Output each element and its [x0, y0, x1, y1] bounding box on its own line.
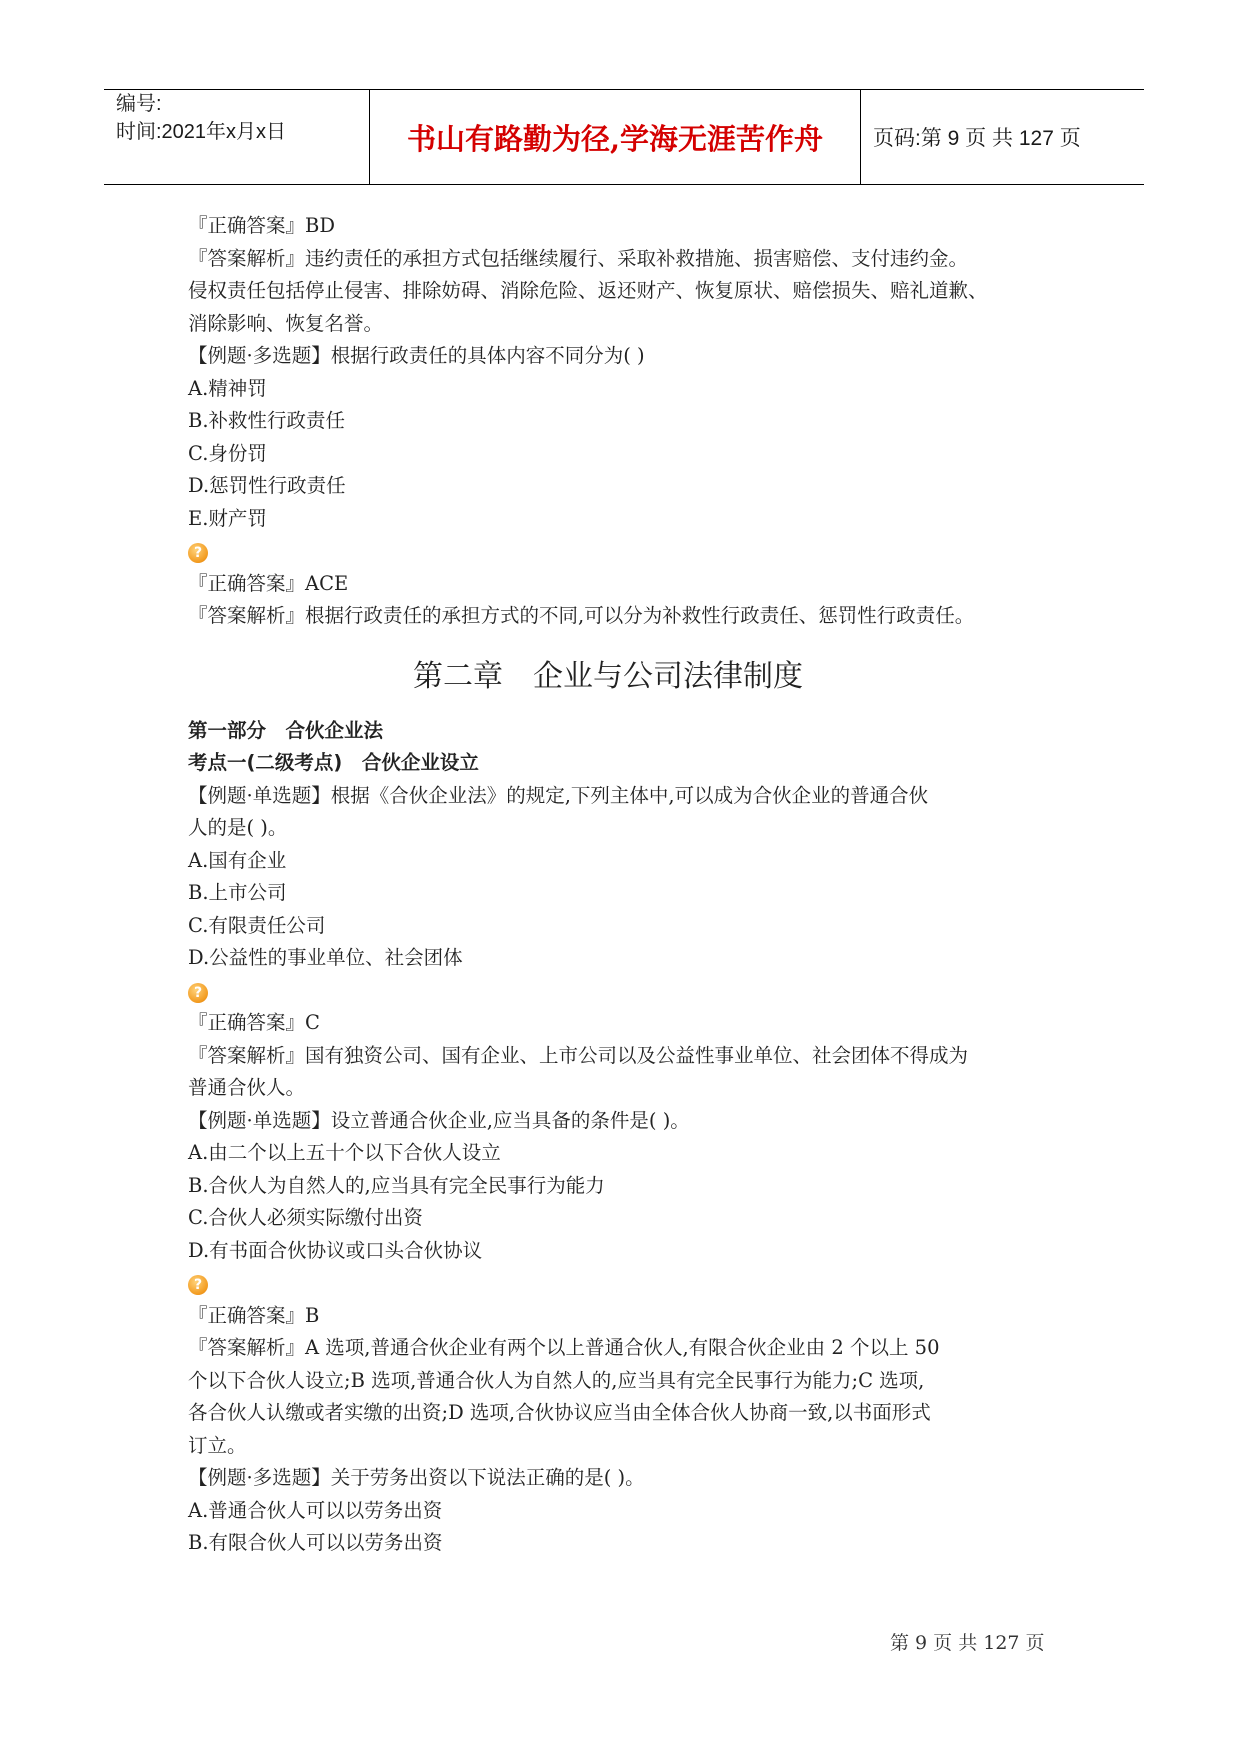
option-b: B.有限合伙人可以以劳务出资	[188, 1531, 443, 1554]
analysis-line: 『答案解析』国有独资公司、国有企业、上市公司以及公益性事业单位、社会团体不得成为	[188, 1043, 969, 1067]
answer-line: 『正确答案』B	[188, 1303, 320, 1327]
question-stem: 【例题·单选题】根据《合伙企业法》的规定,下列主体中,可以成为合伙企业的普通合伙	[188, 783, 929, 807]
option-e: E.财产罚	[188, 506, 267, 530]
option-a: A.由二个以上五十个以下合伙人设立	[188, 1141, 501, 1164]
question-stem: 【例题·多选题】关于劳务出资以下说法正确的是( )。	[188, 1466, 645, 1489]
header-page-number: 页码:第 9 页 共 127 页	[873, 127, 1081, 150]
option-b: B.合伙人为自然人的,应当具有完全民事行为能力	[188, 1173, 605, 1197]
question-stem: 【例题·单选题】设立普通合伙企业,应当具备的条件是( )。	[188, 1108, 690, 1132]
option-b: B.上市公司	[188, 881, 287, 904]
option-d: D.惩罚性行政责任	[188, 474, 346, 497]
option-b: B.补救性行政责任	[188, 409, 346, 432]
document-time-label: 时间:2021年x月x日	[116, 121, 287, 143]
answer-line: 『正确答案』ACE	[188, 571, 349, 595]
page-header	[104, 89, 1144, 185]
analysis-line: 消除影响、恢复名誉。	[188, 311, 384, 335]
option-d: D.公益性的事业单位、社会团体	[188, 946, 463, 969]
option-a: A.国有企业	[188, 848, 287, 872]
page-footer: 第 9 页 共 127 页	[890, 1632, 1045, 1654]
option-a: A.普通合伙人可以以劳务出资	[188, 1498, 443, 1522]
chapter-title: 第二章 企业与公司法律制度	[413, 658, 803, 694]
document-number-label: 编号:	[116, 93, 162, 115]
analysis-line: 侵权责任包括停止侵害、排除妨碍、消除危险、返还财产、恢复原状、赔偿损失、赔礼道歉、	[188, 279, 988, 302]
answer-line: 『正确答案』BD	[188, 214, 335, 237]
answer-line: 『正确答案』C	[188, 1011, 320, 1034]
analysis-line: 订立。	[188, 1433, 247, 1457]
answer-toggle-icon[interactable]: ?	[188, 543, 208, 563]
question-stem: 【例题·多选题】根据行政责任的具体内容不同分为( )	[188, 344, 645, 367]
answer-toggle-icon[interactable]: ?	[188, 983, 208, 1003]
option-c: C.身份罚	[188, 441, 267, 465]
analysis-line: 个以下合伙人设立;B 选项,普通合伙人为自然人的,应当具有完全民事行为能力;C 选项,	[188, 1368, 925, 1392]
analysis-line: 『答案解析』根据行政责任的承担方式的不同,可以分为补救性行政责任、惩罚性行政责任。	[188, 604, 975, 627]
analysis-line: 『答案解析』违约责任的承担方式包括继续履行、采取补救措施、损害赔偿、支付违约金。	[188, 246, 969, 270]
question-stem: 人的是( )。	[188, 816, 288, 839]
option-d: D.有书面合伙协议或口头合伙协议	[188, 1238, 483, 1262]
document-body	[188, 210, 1068, 1560]
option-a: A.精神罚	[188, 376, 267, 400]
header-motto: 书山有路勤为径,学海无涯苦作舟	[369, 90, 861, 184]
option-c: C.合伙人必须实际缴付出资	[188, 1206, 423, 1229]
option-c: C.有限责任公司	[188, 913, 326, 937]
analysis-line: 普通合伙人。	[188, 1076, 306, 1099]
analysis-line: 各合伙人认缴或者实缴的出资;D 选项,合伙协议应当由全体合伙人协商一致,以书面形式	[188, 1401, 931, 1424]
analysis-line: 『答案解析』A 选项,普通合伙企业有两个以上普通合伙人,有限合伙企业由 2 个以上 50	[188, 1336, 940, 1359]
section-title: 第一部分 合伙企业法	[188, 718, 384, 742]
subsection-title: 考点一(二级考点) 合伙企业设立	[188, 751, 479, 774]
answer-toggle-icon[interactable]: ?	[188, 1275, 208, 1295]
header-info-cell	[104, 90, 369, 184]
